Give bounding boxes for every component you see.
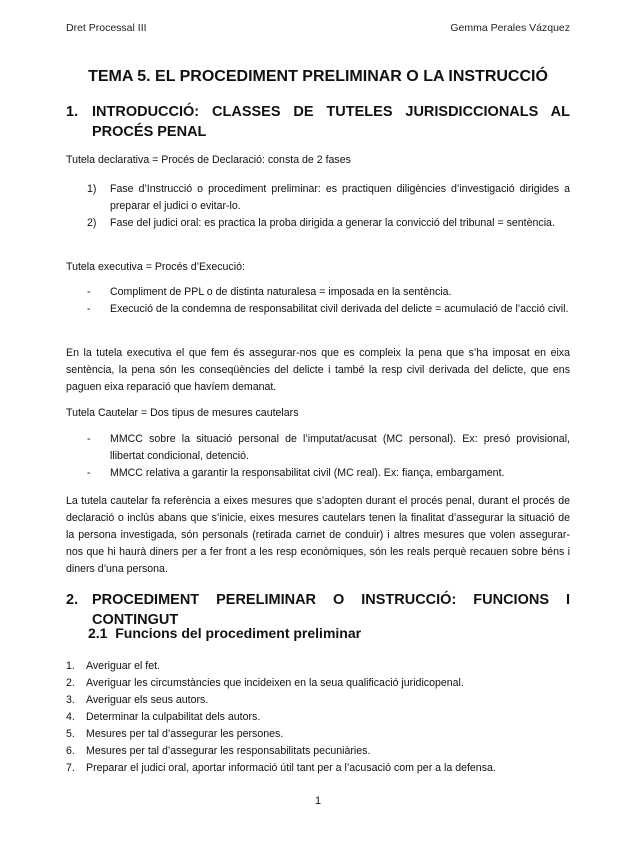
list-marker: 2)	[87, 217, 97, 229]
list-text: Determinar la culpabilitat dels autors.	[86, 711, 261, 723]
executiva-list	[66, 284, 570, 318]
paragraph: Tutela executiva = Procés d’Execució:	[66, 261, 245, 273]
funcions-list	[66, 658, 570, 777]
list-item	[66, 658, 570, 675]
list-item	[66, 743, 570, 760]
list-item	[66, 431, 570, 465]
list-marker: 3.	[66, 694, 75, 706]
section-title: INTRODUCCIÓ: CLASSES DE TUTELES JURISDICCIONALS AL PROCÉS PENAL	[92, 104, 570, 140]
paragraph: La tutela cautelar fa referència a eixes mesures que s’adopten durant el procés penal, durant el procés de declaració o inclús abans que s’inicie, eixes mesures cautelars tenen la finalitat d’assegurar la situació de la persona investigada, són personals (retirada carnet de conduir) i altres mesures que volen assegurar-nos que hi haurà diners per a fer front a les resp econòmiques, són les reals perquè recauen sobre béns i diners d’una persona.	[66, 495, 570, 575]
list-marker: -	[87, 467, 91, 479]
list-text: Mesures per tal d’assegurar les persones.	[86, 728, 284, 740]
list-text: MMCC relativa a garantir la responsabilitat civil (MC real). Ex: fiança, embargament.	[110, 467, 505, 479]
list-item	[66, 181, 570, 215]
list-text: Mesures per tal d’assegurar les responsabilitats pecuniàries.	[86, 745, 371, 757]
subsection-heading	[88, 625, 361, 641]
subsection-number: 2.1	[88, 625, 108, 641]
list-text: Preparar el judici oral, aportar informació útil tant per a l’acusació com per a la defensa.	[86, 762, 496, 774]
list-item	[66, 675, 570, 692]
list-text: Fase del judici oral: es practica la proba dirigida a generar la convicció del tribunal = sentència.	[110, 217, 555, 229]
section-2-heading	[66, 590, 570, 630]
list-item	[66, 465, 570, 482]
list-text: Execució de la condemna de responsabilitat civil derivada del delicte = acumulació de l’acció civil.	[110, 303, 569, 315]
list-marker: -	[87, 433, 91, 445]
list-marker: 2.	[66, 677, 75, 689]
cautelar-list	[66, 431, 570, 482]
list-text: Averiguar els seus autors.	[86, 694, 209, 706]
list-text: Compliment de PPL o de distinta naturalesa = imposada en la sentència.	[110, 286, 452, 298]
subsection-title: Funcions del procediment preliminar	[115, 625, 362, 641]
header-author: Gemma Perales Vázquez	[450, 22, 570, 34]
list-text: Averiguar les circumstàncies que incideixen en la seua qualificació juridicopenal.	[86, 677, 464, 689]
list-text: Fase d’Instrucció o procediment preliminar: es practiquen diligències d’investigació dirigides a preparar el judici o evitar-lo.	[110, 183, 570, 212]
list-item	[66, 726, 570, 743]
paragraph: Tutela declarativa = Procés de Declaració: consta de 2 fases	[66, 154, 351, 166]
list-marker: 7.	[66, 762, 75, 774]
list-marker: 6.	[66, 745, 75, 757]
paragraph: En la tutela executiva el que fem és assegurar-nos que es compleix la pena que s’ha imposat en eixa sentència, la pena són les conseqüències del delicte i també la resp civil derivada del delicte, que ens paguen eixa reparació que havíem demanat.	[66, 347, 570, 393]
section-number: 1.	[66, 104, 79, 120]
list-marker: 1.	[66, 660, 75, 672]
page-number: 1	[314, 795, 322, 807]
list-marker: 5.	[66, 728, 75, 740]
document-title: TEMA 5. EL PROCEDIMENT PRELIMINAR O LA INSTRUCCIÓ	[88, 68, 548, 85]
paragraph: Tutela Cautelar = Dos tipus de mesures cautelars	[66, 407, 299, 419]
section-1-heading	[66, 102, 570, 142]
list-item	[66, 301, 570, 318]
list-item	[66, 692, 570, 709]
list-item	[66, 284, 570, 301]
section-title: PROCEDIMENT PERELIMINAR O INSTRUCCIÓ: FUNCIONS I CONTINGUT	[92, 592, 570, 628]
fases-list	[66, 181, 570, 232]
list-text: MMCC sobre la situació personal de l’imputat/acusat (MC personal). Ex: presó provisional, llibertat condicional, detenció.	[110, 433, 570, 462]
section-number: 2.	[66, 592, 79, 608]
list-item	[66, 760, 570, 777]
list-marker: 4.	[66, 711, 75, 723]
list-marker: 1)	[87, 183, 97, 195]
list-marker: -	[87, 286, 91, 298]
list-marker: -	[87, 303, 91, 315]
header-course: Dret Processal III	[66, 22, 147, 34]
list-item	[66, 709, 570, 726]
list-text: Averiguar el fet.	[86, 660, 161, 672]
list-item	[66, 215, 570, 232]
